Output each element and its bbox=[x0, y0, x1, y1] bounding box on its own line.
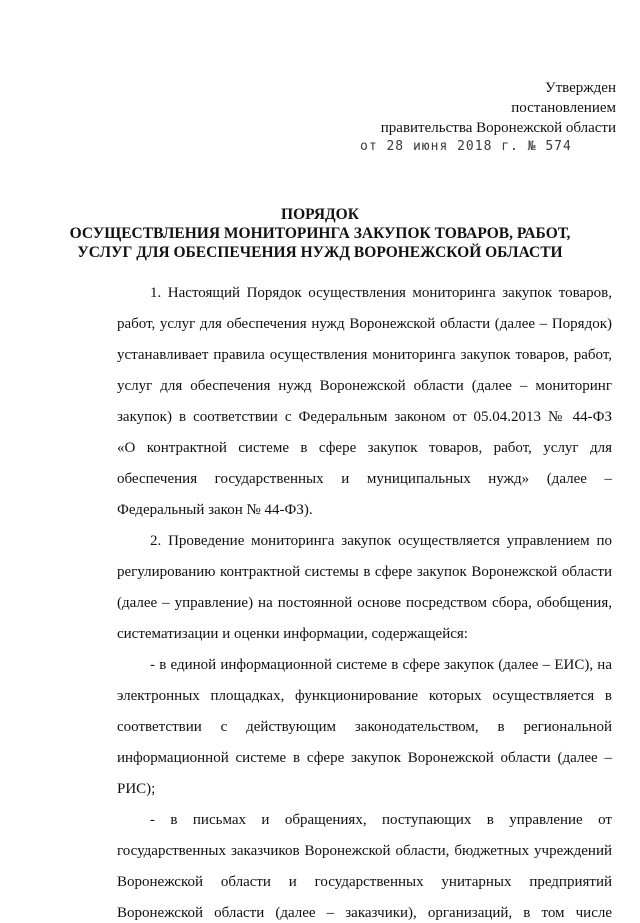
approval-date-number: от 28 июня 2018 г. № 574 bbox=[360, 139, 572, 154]
title-line-2: ОСУЩЕСТВЛЕНИЯ МОНИТОРИНГА ЗАКУПОК ТОВАРОВ, РАБОТ, bbox=[69, 225, 571, 242]
approval-line-3: правительства Воронежской области bbox=[380, 120, 616, 136]
text-line: - в единой информационной системе в сфере закупок (далее – ЕИС), на bbox=[150, 657, 612, 673]
approval-line-2: постановлением bbox=[511, 100, 616, 116]
text-line: Воронежской области и государственных унитарных предприятий bbox=[117, 874, 612, 890]
text-line: 2. Проведение мониторинга закупок осуществляется управлением по bbox=[150, 533, 612, 549]
title-line-1: ПОРЯДОК bbox=[281, 206, 359, 223]
text-line: услуг для обеспечения нужд Воронежской области (далее – мониторинг bbox=[117, 378, 612, 394]
text-line: Воронежской области (далее – заказчики), организаций, в том числе bbox=[117, 905, 612, 921]
text-line: «О контрактной системе в сфере закупок товаров, работ, услуг для bbox=[117, 440, 612, 456]
document-title bbox=[60, 205, 580, 262]
text-line: (далее – управление) на постоянной основе посредством сбора, обобщения, bbox=[117, 595, 612, 611]
text-line: РИС); bbox=[117, 781, 156, 797]
text-line: государственных заказчиков Воронежской области, бюджетных учреждений bbox=[117, 843, 612, 859]
text-line: соответствии с действующим законодательством, в региональной bbox=[117, 719, 612, 735]
text-line: Федеральный закон № 44-ФЗ). bbox=[117, 502, 313, 518]
title-line-3: УСЛУГ ДЛЯ ОБЕСПЕЧЕНИЯ НУЖД ВОРОНЕЖСКОЙ ОБЛАСТИ bbox=[77, 244, 563, 261]
approval-line-1: Утвержден bbox=[544, 80, 616, 96]
approval-block bbox=[316, 78, 616, 156]
text-line: регулированию контрактной системы в сфере закупок Воронежской области bbox=[117, 564, 612, 580]
text-line: электронных площадках, функционирование которых осуществляется в bbox=[117, 688, 612, 704]
text-line: 1. Настоящий Порядок осуществления мониторинга закупок товаров, bbox=[150, 285, 612, 301]
text-line: - в письмах и обращениях, поступающих в управление от bbox=[150, 812, 612, 828]
text-line: устанавливает правила осуществления мониторинга закупок товаров, работ, bbox=[117, 347, 612, 363]
text-line: информационной системе в сфере закупок Воронежской области (далее – bbox=[117, 750, 612, 766]
text-line: работ, услуг для обеспечения нужд Воронежской области (далее – Порядок) bbox=[117, 316, 612, 332]
text-line: обеспечения государственных и муниципальных нужд» (далее – bbox=[117, 471, 612, 487]
text-line: систематизации и оценки информации, содержащейся: bbox=[117, 626, 468, 642]
text-line: закупок) в соответствии с Федеральным законом от 05.04.2013 № 44-ФЗ bbox=[117, 409, 612, 425]
